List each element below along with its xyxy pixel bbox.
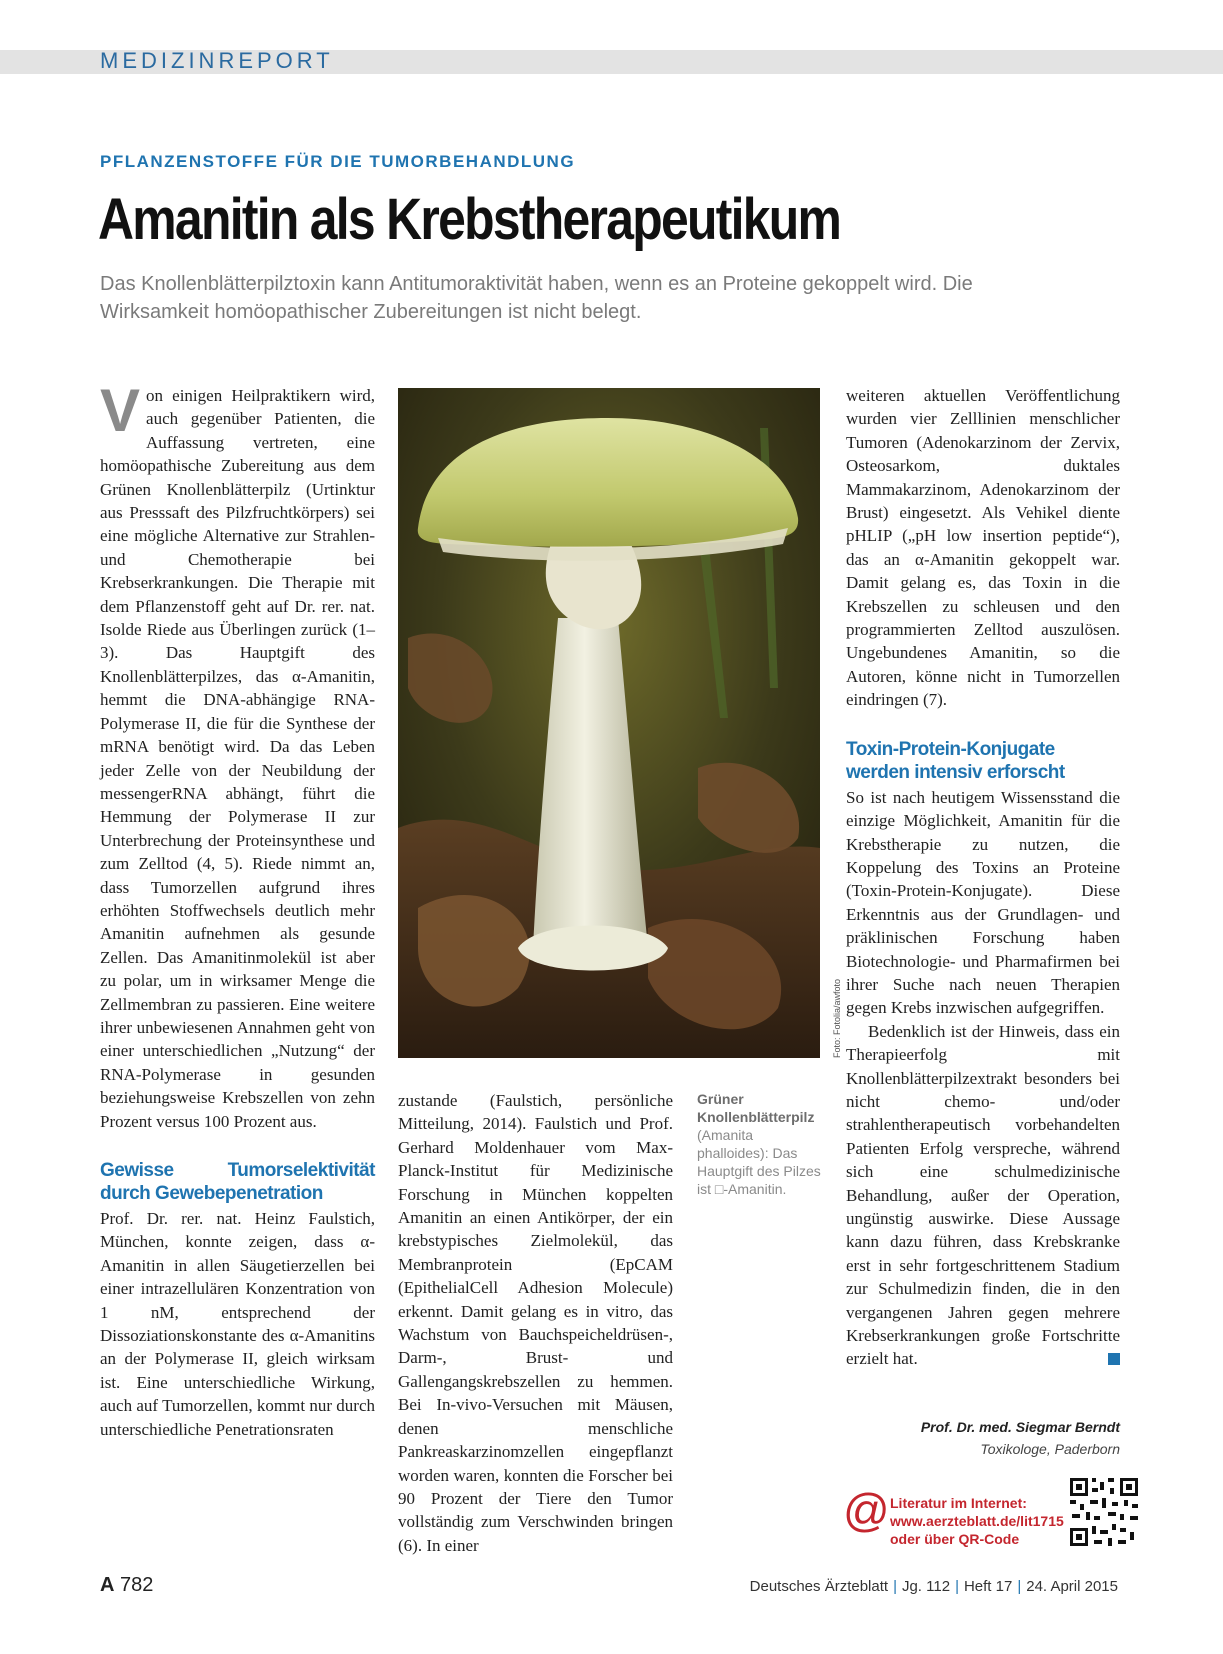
article-lead: Das Knollenblätterpilztoxin kann Antitumoraktivität haben, wenn es an Proteine gekoppelt wird. Die Wirksamkeit homöopathischer Zubereitungen ist nicht belegt. <box>100 273 973 323</box>
journal-date: 24. April 2015 <box>1026 1578 1118 1595</box>
subheading: Toxin-Protein-Konjugate werden intensiv erforscht <box>846 738 1065 783</box>
journal-issue: Heft 17 <box>963 1578 1013 1595</box>
caption-title: Grüner Knollenblätterpilz <box>697 1091 815 1125</box>
journal-name: Deutsches Ärzteblatt <box>749 1578 889 1595</box>
article-kicker: PFLANZENSTOFFE FÜR DIE TUMORBEHANDLUNG <box>100 152 576 171</box>
paragraph-text: on einigen Heilpraktikern wird, auch gegenüber Patienten, die Auffassung vertreten, eine homöopathische Zubereitung aus dem Grünen Knollenblätterpilz (Urtinktur aus Presssaft des Pilzfruchtkörpers) sei eine mögliche Alternative zur Strahlen- und Chemotherapie bei Krebserkrankungen. Die Therapie mit dem Pflanzenstoff geht auf Dr. rer. nat. Isolde Riede aus Überlingen zurück (1–3). Das Hauptgift des Knollenblätterpilzes, das α-Amanitin, hemmt die DNA-abhängige RNA-Polymerase II, die für die Synthese der mRNA benötigt wird. Da das Leben jeder Zelle von der Neubildung der messengerRNA abhängt, führt die Hemmung der Polymerase II zur Unterbrechung der Proteinsynthese und zum Zelltod (4, 5). Riede nimmt an, dass Tumorzellen aufgrund ihres erhöhten Stoffwechsels deutlich mehr Amanitin aufnehmen als gesunde Zellen. Das Amanitinmolekül ist aber zu polar, um in wirksamer Menge die Zellmembran zu passieren. Eine weitere ihrer unbewiesenen Annahmen geht von einer unterschiedlichen „Nutzung“ der RNA-Polymerase in gesunden beziehungsweise Krebszellen von zehn Prozent versus 100 Prozent aus. <box>100 386 375 1131</box>
journal-volume: Jg. 112 <box>901 1578 951 1595</box>
mushroom-photo <box>398 388 820 1058</box>
at-icon: @ <box>843 1484 890 1536</box>
section-label: MEDIZINREPORT <box>100 48 334 73</box>
paragraph: Prof. Dr. rer. nat. Heinz Faulstich, München, konnte zeigen, dass α-Amanitin in allen Säugetierzellen bei einer intrazellulären Konzentration von 1 nM, entsprechend der Dissoziationskonstante des α-Amanitins an der Polymerase II, gleich wirksam ist. Eine unterschiedliche Wirkung, auch auf Tumorzellen, kommt nur durch unterschiedliche Penetrationsraten <box>100 1209 375 1439</box>
author-name: Prof. Dr. med. Siegmar Berndt <box>920 1419 1120 1435</box>
article-title: Amanitin als Krebstherapeutikum <box>98 187 841 252</box>
page-number <box>100 1574 153 1597</box>
separator: | <box>955 1578 959 1595</box>
qr-code-icon[interactable] <box>1068 1476 1140 1548</box>
literature-label: Literatur im Internet: <box>890 1495 1027 1511</box>
paragraph-text: Bedenklich ist der Hinweis, dass ein Therapieerfolg mit Knollenblätterpilzextrakt besonders bei nicht chemo- und/oder strahlentherapeutisch vorbehandelten Patienten Erfolg verspreche, während sich eine schulmedizinische Behandlung, außer der Operation, ungünstig auswirke. Diese Aussage kann dazu führen, dass Krebskranke erst in sehr fortgeschrittenem Stadium zur Schulmedizin finden, die in den vergangenen Jahren gegen mehrere Krebserkrankungen große Fortschritte erzielt hat. <box>846 1021 1120 1369</box>
article-column-2 <box>398 1089 673 1557</box>
literature-link[interactable]: www.aerzteblatt.de/lit1715 <box>890 1513 1064 1529</box>
paragraph: zustande (Faulstich, persönliche Mitteilung, 2014). Faulstich und Prof. Gerhard Moldenhauer vom Max-Planck-Institut für Medizinische Forschung in München koppelten Amanitin an einen Antikörper, der ein krebstypisches Zielmolekül, das Membranprotein (EpCAM (EpithelialCell Adhesion Molecule) erkennt. Damit gelang es in vitro, das Wachstum von Bauchspeicheldrüsen-, Darm-, Brust- und Gallengangskrebszellen zu hemmen. Bei In-vivo-Versuchen mit Mäusen, denen menschliche Pankreaskarzinomzellen eingepflanzt worden waren, konnten die Forscher bei 90 Prozent der Tiere den Tumor vollständig zum Verschwinden bringen (6). In einer <box>398 1091 673 1555</box>
paragraph: weiteren aktuellen Veröffentlichung wurden vier Zelllinien menschlicher Tumoren (Adenokarzinom der Zervix, Osteosarkom, duktales Mammakarzinom, Adenokarzinom der Brust) eingesetzt. Als Vehikel diente pHLIP („pH low insertion peptide“), das an α-Amanitin gekoppelt war. Damit gelang es, das Toxin in die Krebszellen zu schleusen und den programmierten Zelltod auszulösen. Ungebundenes Amanitin, so die Autoren, könne nicht in Tumorzellen eindringen (7). <box>846 386 1120 710</box>
paragraph: So ist nach heutigem Wissensstand die einzige Möglichkeit, Amanitin für die Krebstherapie zu nutzen, die Koppelung des Toxins an Proteine (Toxin-Protein-Konjugate). Diese Erkenntnis aus der Grundlagen- und präklinischen Forschung haben Biotechnologie- und Pharmafirmen bei ihrer Suche nach neuen Therapien gegen Krebs inzwischen aufgegriffen. <box>846 787 1120 1018</box>
photo-credit: Foto: Fotolia/awfoto <box>832 978 842 1058</box>
figure-caption <box>697 1090 825 1198</box>
footer-citation <box>750 1578 1118 1595</box>
page-prefix: A <box>100 1574 115 1596</box>
article-column-1 <box>100 377 375 1441</box>
subheading: Gewisse Tumorselektivität durch Gewebepenetration <box>100 1160 375 1204</box>
drop-cap: V <box>100 377 141 444</box>
literature-qr-note: oder über QR-Code <box>890 1531 1020 1547</box>
page-number-value: 782 <box>120 1574 154 1596</box>
article-column-3 <box>846 384 1120 1371</box>
caption-text: (Amanita phalloides): Das Hauptgift des Pilzes ist □-Amanitin. <box>697 1127 821 1197</box>
paragraph <box>100 377 375 1133</box>
paragraph <box>846 1020 1120 1371</box>
author-role: Toxikologe, Paderborn <box>980 1441 1120 1457</box>
separator: | <box>893 1578 897 1595</box>
literature-box <box>890 1494 1080 1548</box>
end-mark-icon <box>1108 1353 1120 1365</box>
author-block <box>846 1416 1120 1460</box>
separator: | <box>1017 1578 1022 1595</box>
